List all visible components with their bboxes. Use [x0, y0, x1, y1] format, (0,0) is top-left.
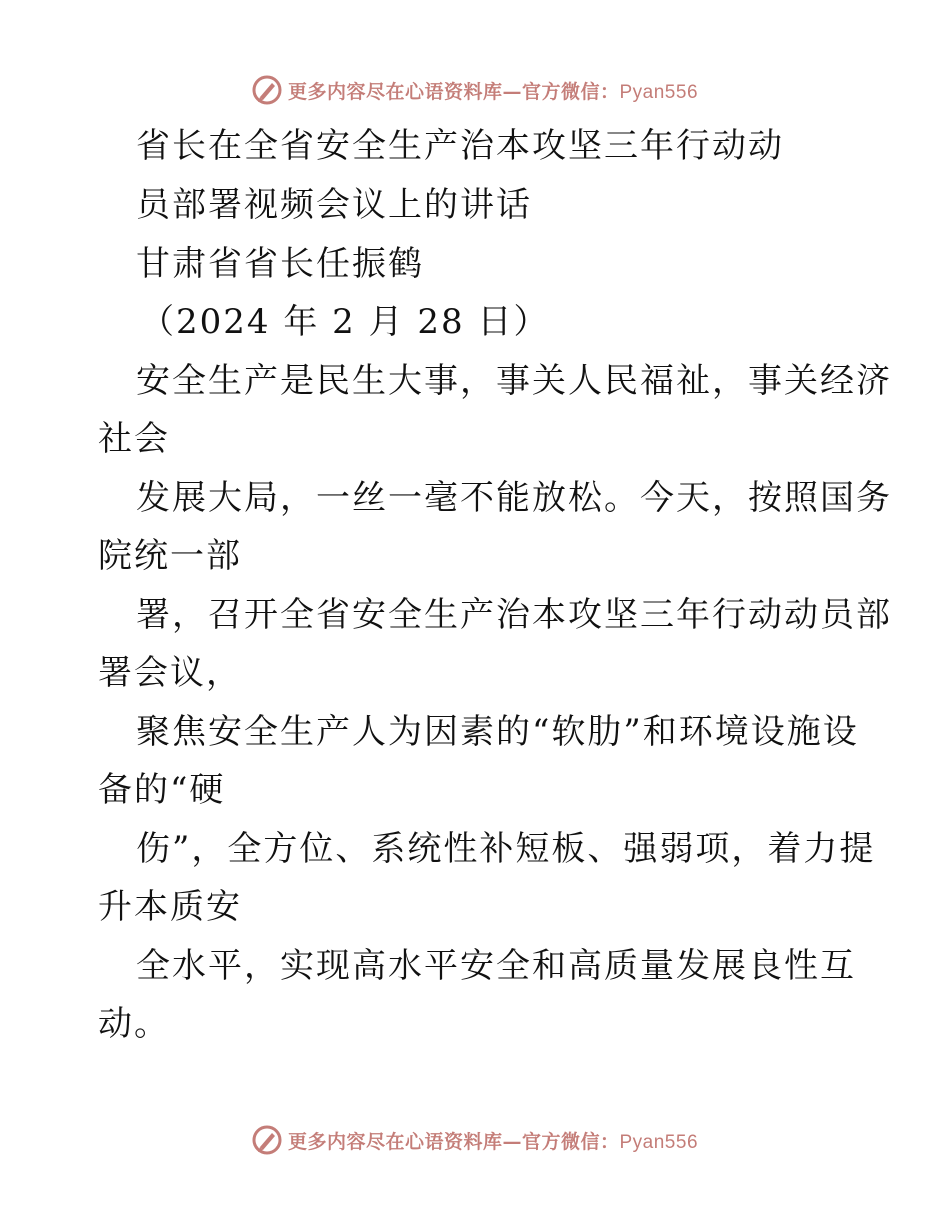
pen-logo-icon: [252, 75, 282, 105]
paragraph-line: 升本质安: [98, 887, 242, 927]
paragraph-line: 全水平，实现高水平安全和高质量发展良性互: [136, 946, 856, 986]
paragraph-line: 署，召开全省安全生产治本攻坚三年行动动员部: [136, 595, 892, 635]
paragraph-line: 发展大局，一丝一毫不能放松。今天，按照国务: [136, 478, 892, 518]
title-line-1: 省长在全省安全生产治本攻坚三年行动动: [136, 126, 784, 166]
paragraph-line: 聚焦安全生产人为因素的“软肋”和环境设施设: [136, 712, 859, 752]
watermark-footer: [0, 1120, 950, 1160]
paragraph-line: 备的“硬: [98, 770, 226, 810]
paragraph-line: 动。: [98, 1004, 170, 1044]
paragraph-line: 伤”，全方位、系统性补短板、强弱项，着力提: [136, 829, 876, 869]
paragraph-line: 安全生产是民生大事，事关人民福祉，事关经济: [136, 361, 892, 401]
pen-logo-icon: [252, 1125, 282, 1155]
watermark-wechat-id: Pyan556: [619, 81, 699, 103]
paragraph-line: 社会: [98, 419, 170, 459]
watermark-header: [0, 70, 950, 110]
paragraph-line: 署会议，: [98, 653, 242, 693]
watermark-wechat-id: Pyan556: [619, 1131, 699, 1153]
paragraph-line: 院统一部: [98, 536, 242, 576]
date-line: （2024 年 2 月 28 日）: [140, 302, 550, 342]
watermark-text: 更多内容尽在心语资料库—官方微信：Pyan556: [287, 80, 699, 103]
speaker-line: 甘肃省省长任振鹤: [136, 244, 424, 284]
watermark-text: 更多内容尽在心语资料库—官方微信：Pyan556: [287, 1130, 699, 1153]
title-line-2: 员部署视频会议上的讲话: [136, 185, 532, 225]
